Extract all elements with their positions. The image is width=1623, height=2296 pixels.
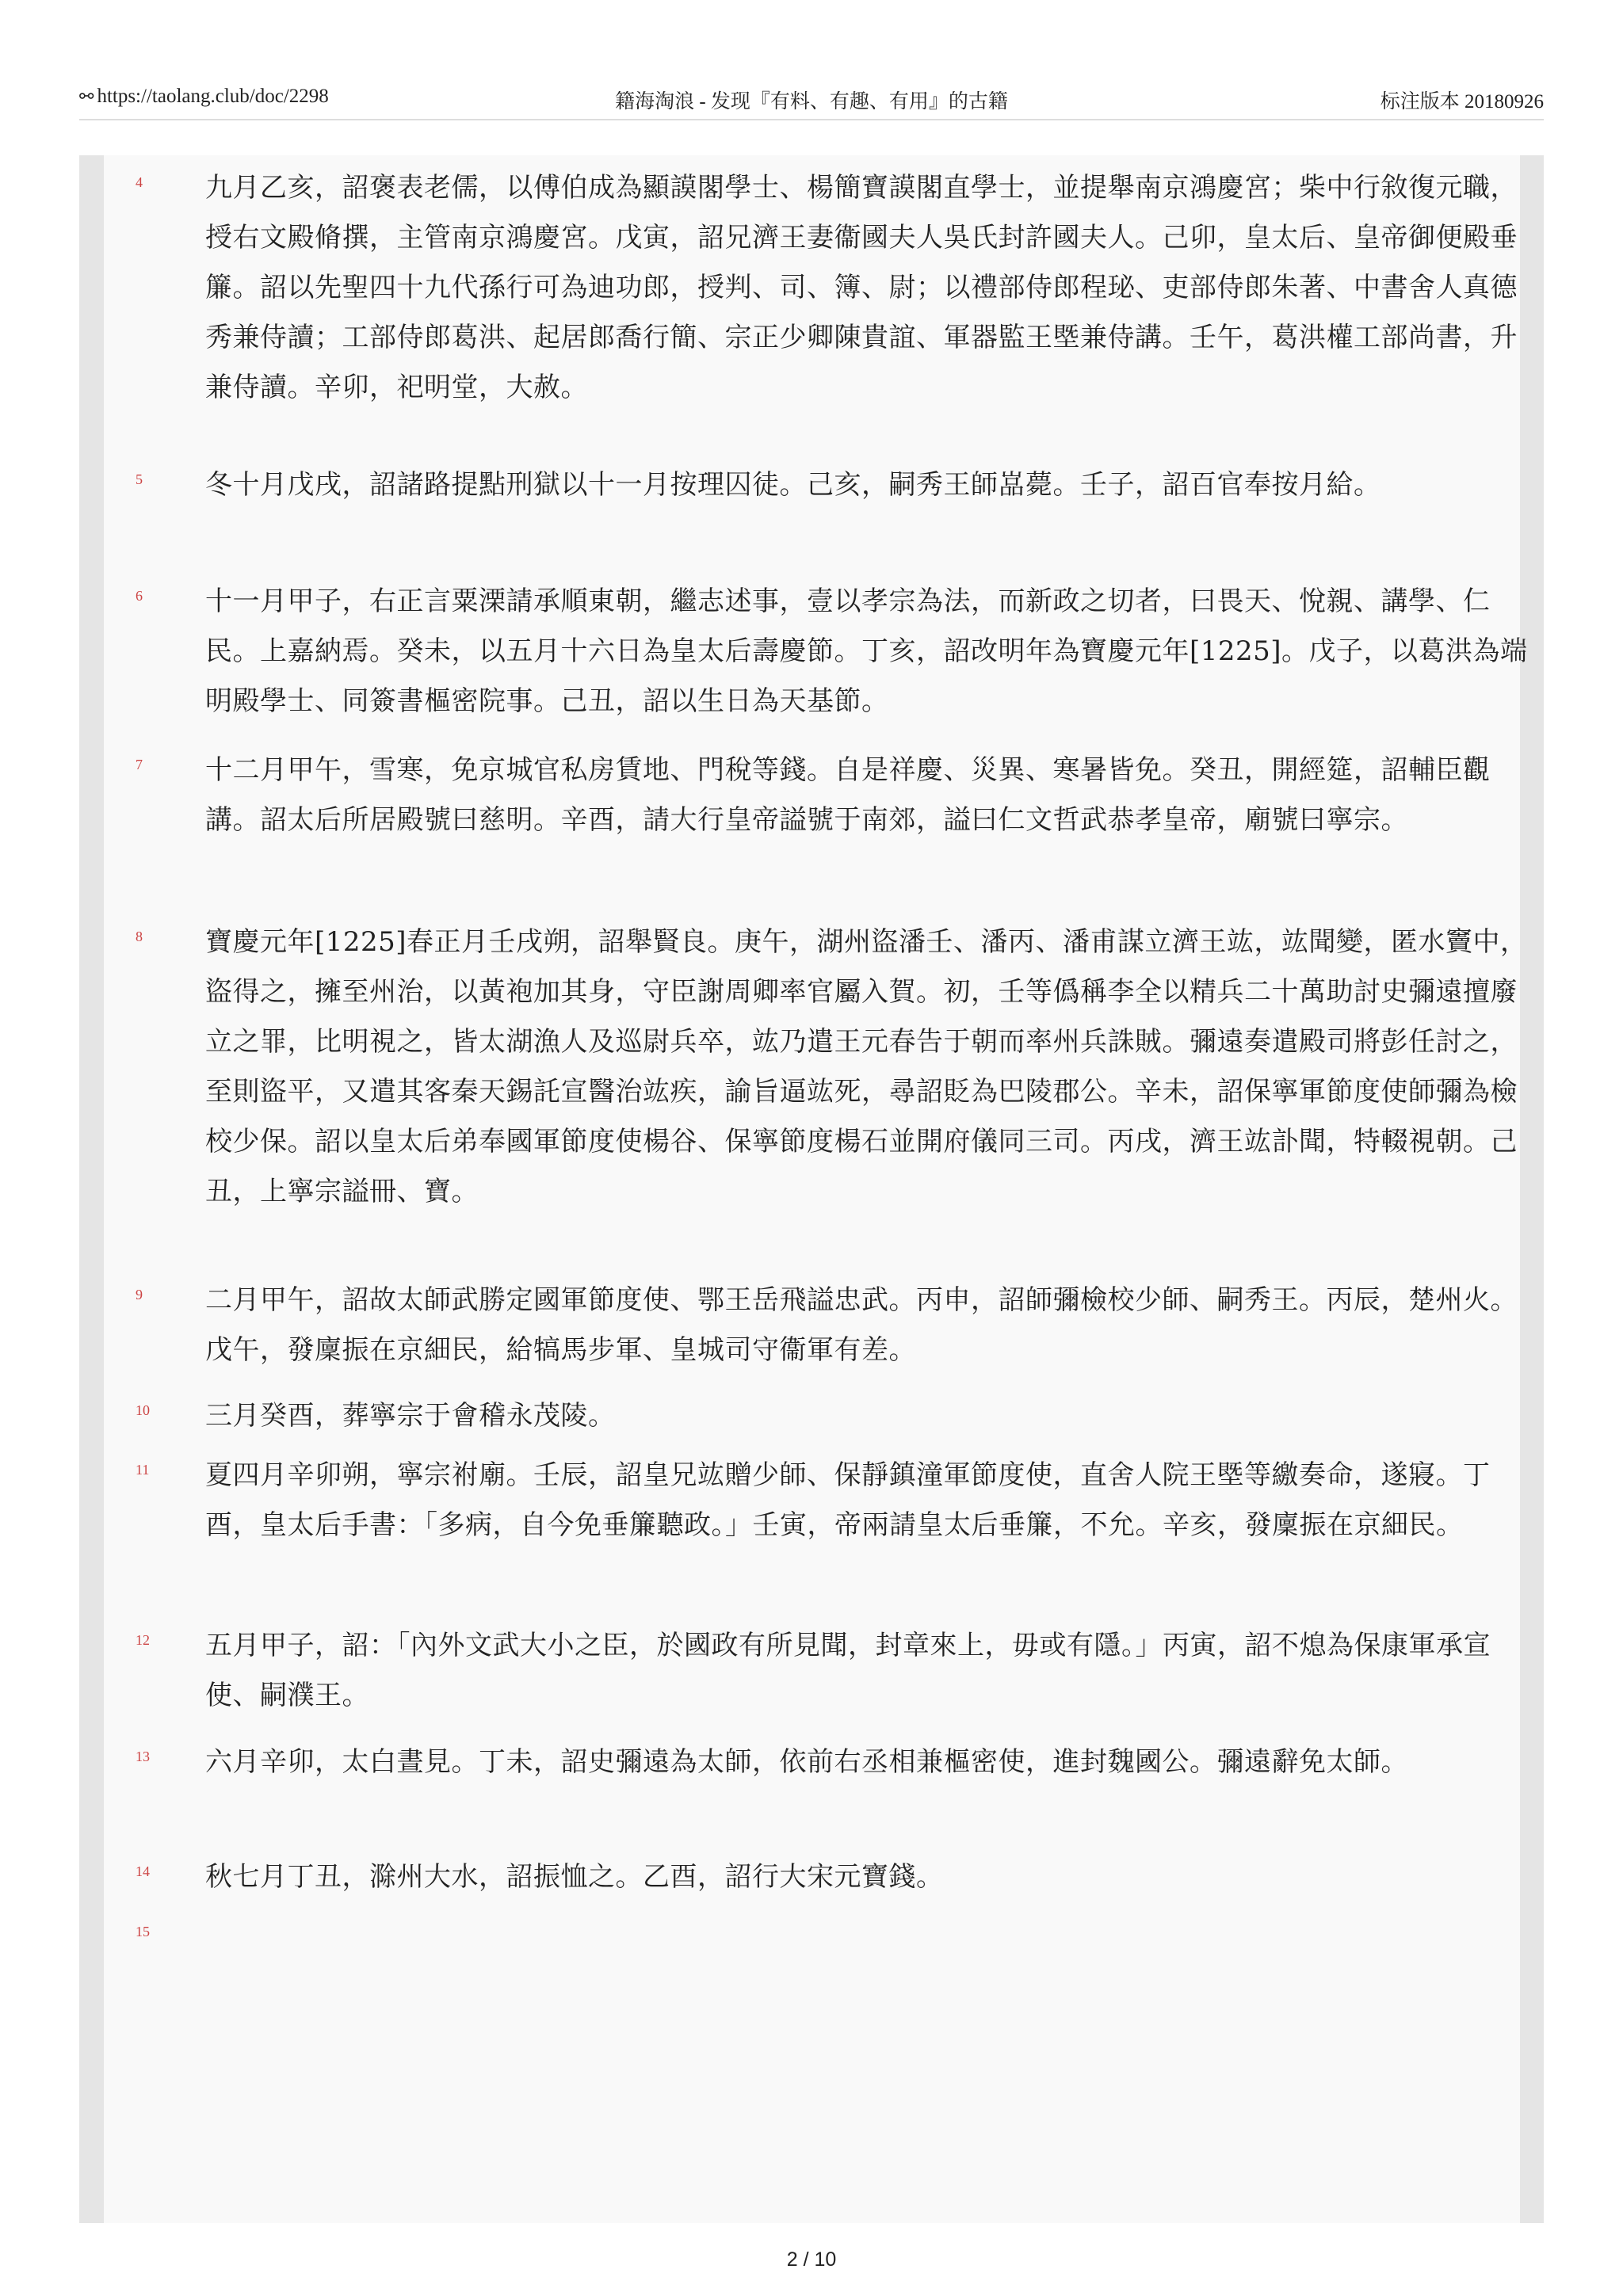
paragraph-number: 9: [136, 1287, 143, 1302]
left-margin-bar: [79, 155, 104, 2223]
paragraph-number: 13: [136, 1749, 150, 1764]
paragraph-number: 4: [136, 174, 143, 190]
paragraph-text: 五月甲子，詔：「內外文武大小之臣，於國政有所見聞，封章來上，毋或有隱。」丙寅，詔不熄為保康軍承宣使、嗣濮王。: [205, 1630, 1491, 1711]
version-label: 标注版本 20180926: [1380, 91, 1544, 113]
page-number: 2 / 10: [786, 2248, 837, 2271]
paragraph-number: 7: [136, 757, 143, 772]
paragraph-text: 冬十月戊戌，詔諸路提點刑獄以十一月按理囚徒。己亥，嗣秀王師嵓薨。壬子，詔百官奉按月給。: [205, 469, 1381, 501]
paragraph-text: 二月甲午，詔故太師武勝定國軍節度使、鄂王岳飛謚忠武。丙申，詔師彌檢校少師、嗣秀王。丙辰，楚州火。戊午，發廩振在京細民，給犒馬步軍、皇城司守衞軍有差。: [205, 1284, 1518, 1366]
document-body: [104, 155, 1528, 2223]
paragraph-text: 三月癸酉，葬寧宗于會稽永茂陵。: [205, 1400, 616, 1432]
paragraph-text: 十二月甲午，雪寒，免京城官私房賃地、門稅等錢。自是祥慶、災異、寒暑皆免。癸丑，開經筵，詔輔臣觀講。詔太后所居殿號曰慈明。辛酉，請大行皇帝謚號于南郊，謚曰仁文哲武恭孝皇帝，廟號曰寧宗。: [205, 754, 1491, 836]
paragraph-text: 九月乙亥，詔褒表老儒，以傅伯成為顯謨閣學士、楊簡寶謨閣直學士，並提舉南京鴻慶宮；柴中行敘復元職，授右文殿脩撰，主管南京鴻慶宮。戊寅，詔兄濟王妻衞國夫人吳氏封許國夫人。己卯，皇太后、皇帝御便殿垂簾。詔以先聖四十九代孫行可為迪功郎，授判、司、簿、尉；以禮部侍郎程珌、吏部侍郎朱著、中書舍人真德秀兼侍讀；工部侍郎葛洪、起居郎喬行簡、宗正少卿陳貴誼、軍器監王塈兼侍講。壬午，葛洪權工部尚書，升兼侍讀。辛卯，祀明堂，大赦。: [205, 172, 1518, 403]
paragraph-text: 十一月甲子，右正言粟溧請承順東朝，繼志述事，壹以孝宗為法，而新政之切者，曰畏天、悅親、講學、仁民。上嘉納焉。癸未，以五月十六日為皇太后壽慶節。丁亥，詔改明年為寶慶元年[1225]。戊子，以葛洪為端明殿學士、同簽書樞密院事。己丑，詔以生日為天基節。: [205, 585, 1528, 717]
paragraph-number: 10: [136, 1402, 150, 1418]
paragraph-number: 15: [136, 1924, 150, 1939]
paragraph-number: 8: [136, 929, 143, 944]
paragraph-number: 11: [136, 1462, 150, 1478]
paragraph-number: 6: [136, 588, 143, 604]
doc-link[interactable]: https://taolang.club/doc/2298: [97, 86, 329, 107]
link-icon: ⚯: [79, 86, 94, 106]
page-header: [79, 81, 1544, 120]
paragraph-text: 寶慶元年[1225]春正月壬戌朔，詔舉賢良。庚午，湖州盜潘壬、潘丙、潘甫謀立濟王竑，竑聞變，匿水竇中，盜得之，擁至州治，以黃袍加其身，守臣謝周卿率官屬入賀。初，壬等僞稱李全以精兵二十萬助討史彌遠擅廢立之罪，比明視之，皆太湖漁人及巡尉兵卒，竑乃遣王元春告于朝而率州兵誅賊。彌遠奏遣殿司將彭任討之，至則盜平，又遣其客秦天錫託宣醫治竑疾，諭旨逼竑死，尋詔貶為巴陵郡公。辛未，詔保寧軍節度使師彌為檢校少保。詔以皇太后弟奉國軍節度使楊谷、保寧節度楊石並開府儀同三司。丙戌，濟王竑訃聞，特輟視朝。己丑，上寧宗謚冊、寶。: [205, 926, 1528, 1207]
paragraph-text: 六月辛卯，太白晝見。丁未，詔史彌遠為太師，依前右丞相兼樞密使，進封魏國公。彌遠辭免太師。: [205, 1746, 1408, 1778]
paragraph-text: 秋七月丁丑，滁州大水，詔振恤之。乙酉，詔行大宋元寶錢。: [205, 1861, 944, 1893]
paragraph-number: 5: [136, 471, 143, 487]
paragraph-number: 14: [136, 1863, 150, 1879]
paragraph-number: 12: [136, 1632, 150, 1648]
site-title: 籍海淘浪 - 发现『有料、有趣、有用』的古籍: [615, 91, 1008, 113]
paragraph-text: 夏四月辛卯朔，寧宗祔廟。壬辰，詔皇兄竑贈少師、保靜鎮潼軍節度使，直舍人院王塈等繳奏命，遂寢。丁酉，皇太后手書：「多病，自今免垂簾聽政。」壬寅，帝兩請皇太后垂簾，不允。辛亥，發廩振在京細民。: [205, 1459, 1491, 1541]
